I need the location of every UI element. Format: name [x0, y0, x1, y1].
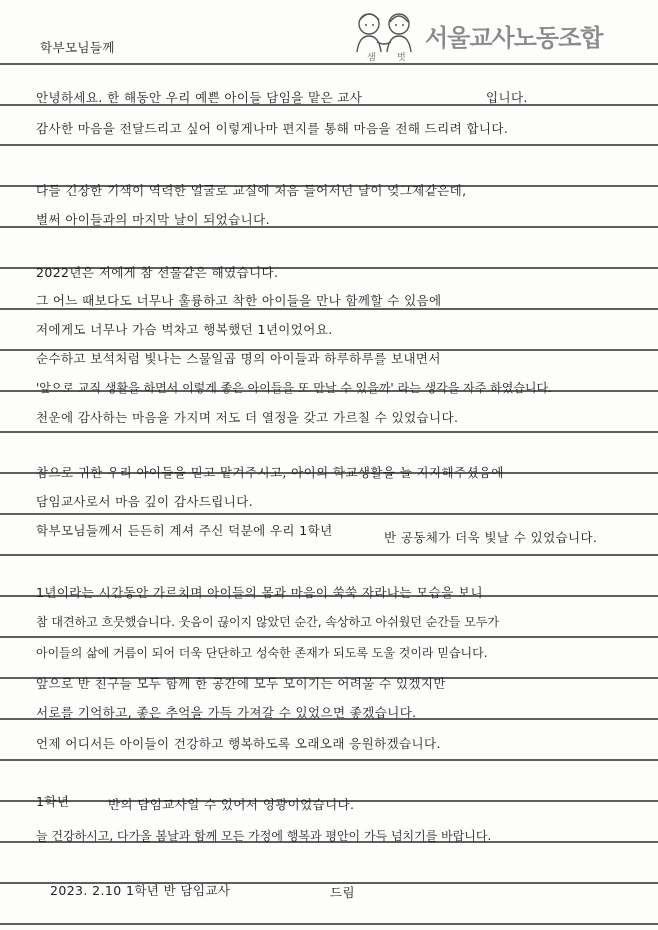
letter-line: 벌써 아이들과의 마지막 날이 되었습니다.	[36, 212, 270, 227]
letter-line: 서로를 기억하고, 좋은 추억을 가득 가져갈 수 있었으면 좋겠습니다.	[36, 705, 417, 720]
letter-line: 천운에 감사하는 마음을 가지며 저도 더 열정을 갖고 가르칠 수 있었습니다.	[36, 410, 459, 425]
letter-line: 앞으로 반 친구들 모두 함께 한 공간에 모두 모이기는 어려울 수 있겠지만	[36, 676, 446, 691]
letter-line: 반 공동체가 더욱 빛날 수 있었습니다.	[384, 530, 598, 545]
closing-date-line: 2023. 2.10 1학년 반 담임교사	[50, 883, 231, 898]
letter-line: 그 어느 때보다도 너무나 훌륭하고 착한 아이들을 만나 함께할 수 있음에	[36, 293, 442, 308]
logo-art-left-text: 샘	[367, 53, 376, 63]
letter-line: 학부모님들께서 든든히 계셔 주신 덕분에 우리 1학년	[36, 523, 333, 538]
salutation: 학부모님들께	[40, 40, 115, 55]
letter-line: 안녕하세요. 한 해동안 우리 예쁜 아이들 담임을 맡은 교사	[36, 90, 363, 105]
letter-line: 순수하고 보석처럼 빛나는 스물일곱 명의 아이들과 하루하루를 보내면서	[36, 351, 441, 366]
letter-line: 늘 건강하시고, 다가올 봄날과 함께 모든 가정에 행복과 평안이 가득 넘치기를 바랍니다.	[36, 829, 492, 843]
letter-line: 다들 긴장한 기색이 역력한 얼굴로 교실에 처음 들어서던 날이 엊그제같은데,	[36, 183, 467, 198]
letter-line: '앞으로 교직 생활을 하면서 이렇게 좋은 아이들을 또 만날 수 있을까' 라는 생각을 자주 하였습니다.	[36, 381, 552, 395]
letter-line: 감사한 마음을 전달드리고 싶어 이렇게나마 편지를 통해 마음을 전해 드리려 합니다.	[36, 121, 509, 136]
org-name: 서울교사노동조합	[425, 24, 603, 52]
letter-line: 입니다.	[486, 90, 528, 105]
teachers-illustration-icon	[347, 6, 427, 64]
letter-line: 1년이라는 시간동안 가르치며 아이들의 몸과 마음이 쑥쑥 자라나는 모습을 보니	[36, 585, 483, 600]
union-logo	[347, 6, 652, 64]
letter-line: 아이들의 삶에 거름이 되어 더욱 단단하고 성숙한 존재가 되도록 도울 것이라 믿습니다.	[36, 646, 488, 660]
letter-line: 1학년	[36, 794, 70, 809]
letter-line: 참으로 귀한 우리 아이들을 믿고 맡겨주시고, 아이의 학교생활을 늘 지지해주셨음에	[36, 465, 504, 480]
letter-line: 참 대견하고 흐뭇했습니다. 웃음이 끊이지 않았던 순간, 속상하고 아쉬웠던 순간들 모두가	[36, 615, 500, 629]
letter-line: 담임교사로서 마음 깊이 감사드립니다.	[36, 494, 254, 509]
closing-sign: 드림	[330, 885, 355, 900]
logo-art-right-text: 벗	[397, 53, 406, 63]
letter-line: 2022년은 저에게 참 선물같은 해였습니다.	[36, 265, 279, 280]
letter-line: 저에게도 너무나 가슴 벅차고 행복했던 1년이었어요.	[36, 322, 333, 337]
letter-line: 언제 어디서든 아이들이 건강하고 행복하도록 오래오래 응원하겠습니다.	[36, 736, 441, 751]
letter-line: 반의 담임교사일 수 있어서 영광이었습니다.	[108, 797, 355, 812]
